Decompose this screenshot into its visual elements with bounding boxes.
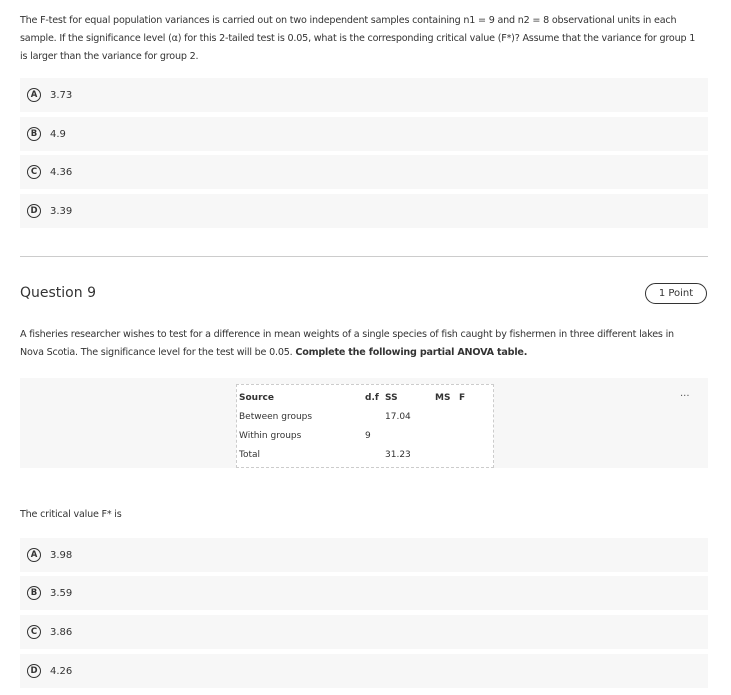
critical-value-prompt: The critical value F* is — [20, 509, 122, 520]
q9-option-c[interactable] — [20, 615, 708, 649]
table-row — [239, 445, 479, 464]
more-options-icon[interactable]: ... — [680, 388, 690, 399]
q9-option-a[interactable] — [20, 538, 708, 572]
question-instruction: Complete the following partial ANOVA table. — [295, 347, 528, 358]
q9-option-d[interactable] — [20, 654, 708, 688]
option-letter-b: B — [27, 127, 41, 141]
question-8-text: The F-test for equal population variances is carried out on two independent samples containing n1 = 9 and n2 = 8 observational units in each sample. If the significance level (α) for this 2-tailed test is 0.05, what is the corresponding critical value (F*)? Assume that the variance for group 1 is larger than the variance for group 2. — [20, 15, 696, 62]
option-value: 4.9 — [50, 128, 66, 140]
divider — [20, 256, 708, 257]
cell: 31.23 — [385, 449, 411, 460]
cell: 17.04 — [385, 411, 411, 422]
cell — [385, 426, 435, 445]
q9-option-b[interactable] — [20, 576, 708, 610]
q8-option-c[interactable] — [20, 155, 708, 189]
option-value: 3.98 — [50, 549, 73, 561]
option-letter-d: D — [27, 204, 41, 218]
option-letter-d: D — [27, 664, 41, 678]
header-ms: MS — [435, 392, 451, 403]
q8-option-a[interactable] — [20, 78, 708, 112]
option-value: 4.36 — [50, 166, 73, 178]
anova-table — [236, 384, 494, 468]
option-letter-a: A — [27, 548, 41, 562]
option-value: 4.26 — [50, 665, 73, 677]
q8-option-d[interactable] — [20, 194, 708, 228]
cell — [365, 407, 385, 426]
table-row — [239, 426, 479, 445]
header-source: Source — [239, 392, 274, 403]
header-ss: SS — [385, 392, 398, 403]
table-row — [239, 407, 479, 426]
question-9-text — [20, 326, 700, 362]
cell: Between groups — [239, 411, 313, 422]
cell: Within groups — [239, 430, 302, 441]
option-value: 3.86 — [50, 626, 73, 638]
option-letter-b: B — [27, 586, 41, 600]
option-letter-c: C — [27, 165, 41, 179]
option-value: 3.59 — [50, 587, 73, 599]
option-letter-c: C — [27, 625, 41, 639]
question-9-title: Question 9 — [20, 285, 96, 301]
cell: 9 — [365, 430, 371, 441]
cell: Total — [239, 449, 261, 460]
q8-option-b[interactable] — [20, 117, 708, 151]
question-text: A fisheries researcher wishes to test for a difference in mean weights of a single species of fish caught by fishermen in three different lakes in Nova Scotia. The significance level for the test will be 0.05. — [20, 329, 674, 358]
cell — [365, 445, 385, 464]
header-df: d.f — [365, 392, 379, 403]
option-letter-a: A — [27, 88, 41, 102]
header-f: F — [459, 392, 466, 403]
option-value: 3.73 — [50, 89, 73, 101]
points-badge: 1 Point — [645, 283, 707, 304]
option-value: 3.39 — [50, 205, 73, 217]
